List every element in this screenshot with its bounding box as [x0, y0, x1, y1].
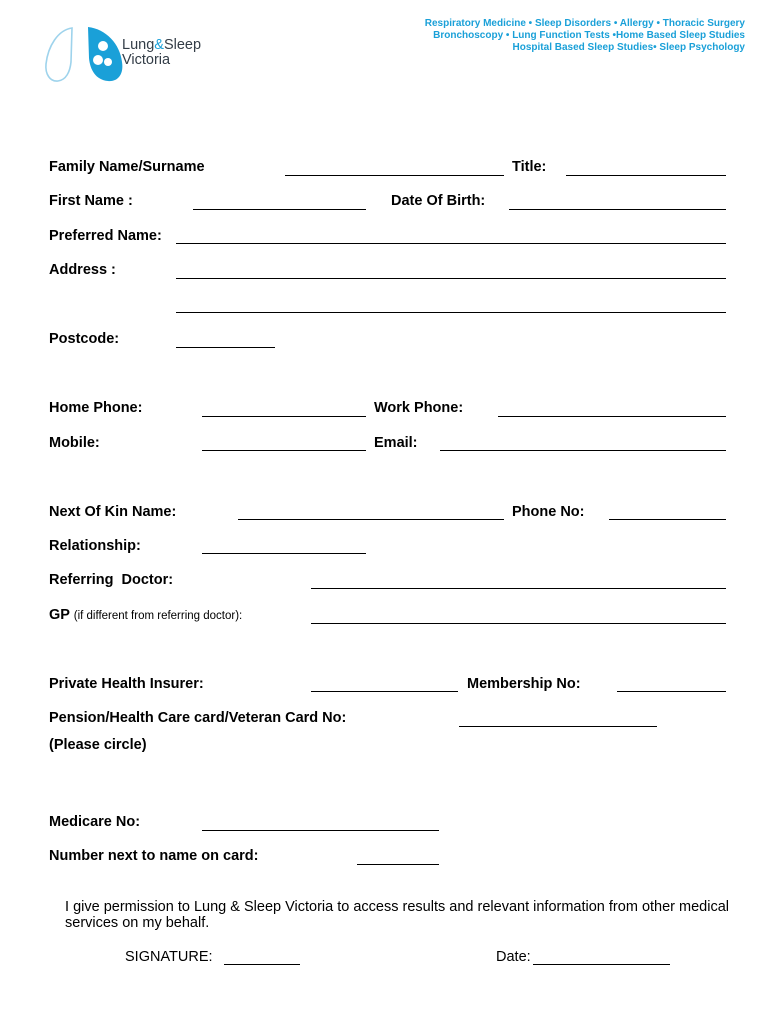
postcode-label: Postcode:	[49, 331, 120, 347]
email-field[interactable]	[440, 450, 726, 451]
please-circle-note: (Please circle)	[49, 737, 147, 753]
first-name-field[interactable]	[193, 209, 366, 210]
dob-label: Date Of Birth:	[391, 193, 486, 209]
first-name-label: First Name :	[49, 193, 133, 209]
postcode-field[interactable]	[176, 347, 275, 348]
home-phone-label: Home Phone:	[49, 400, 143, 416]
preferred-name-label: Preferred Name:	[49, 228, 162, 244]
number-next-field[interactable]	[357, 864, 439, 865]
mobile-label: Mobile:	[49, 435, 100, 451]
pension-card-field[interactable]	[459, 726, 657, 727]
relationship-field[interactable]	[202, 553, 366, 554]
consent-text: I give permission to Lung & Sleep Victoria to access results and relevant information from other medical services on my behalf.	[65, 899, 729, 931]
lungs-logo-icon	[44, 24, 124, 86]
relationship-label: Relationship:	[49, 538, 141, 554]
preferred-name-field[interactable]	[176, 243, 726, 244]
home-phone-field[interactable]	[202, 416, 366, 417]
signature-label: SIGNATURE:	[125, 949, 213, 965]
title-label: Title:	[512, 159, 547, 175]
signature-field[interactable]	[224, 964, 300, 965]
membership-no-field[interactable]	[617, 691, 726, 692]
membership-no-label: Membership No:	[467, 676, 581, 692]
family-name-label: Family Name/Surname	[49, 159, 205, 175]
services-line-1: Respiratory Medicine • Sleep Disorders • Allergy • Thoracic Surgery	[424, 18, 745, 29]
logo-text-line2: Victoria	[122, 52, 171, 68]
referring-doctor-field[interactable]	[311, 588, 726, 589]
email-label: Email:	[374, 435, 418, 451]
gp-label: GP (if different from referring doctor):	[49, 607, 243, 623]
medicare-no-label: Medicare No:	[49, 814, 141, 830]
work-phone-field[interactable]	[498, 416, 726, 417]
address-label: Address :	[49, 262, 116, 278]
work-phone-label: Work Phone:	[374, 400, 464, 416]
gp-note: (if different from referring doctor):	[73, 610, 243, 622]
referring-doctor-label: Referring Doctor:	[49, 572, 174, 588]
address-field-line2[interactable]	[176, 312, 726, 313]
services-line-3: Hospital Based Sleep Studies• Sleep Psychology	[512, 42, 745, 53]
title-field[interactable]	[566, 175, 726, 176]
phone-no-field[interactable]	[609, 519, 726, 520]
date-label: Date:	[496, 949, 531, 965]
gp-field[interactable]	[311, 623, 726, 624]
number-next-label: Number next to name on card:	[49, 848, 259, 864]
mobile-field[interactable]	[202, 450, 366, 451]
dob-field[interactable]	[509, 209, 726, 210]
medicare-no-field[interactable]	[202, 830, 439, 831]
private-insurer-label: Private Health Insurer:	[49, 676, 204, 692]
pension-card-label: Pension/Health Care card/Veteran Card No:	[49, 710, 347, 726]
phone-no-label: Phone No:	[512, 504, 585, 520]
next-of-kin-field[interactable]	[238, 519, 504, 520]
family-name-field[interactable]	[285, 175, 504, 176]
services-line-2: Bronchoscopy • Lung Function Tests •Home Based Sleep Studies	[433, 30, 745, 41]
address-field-line1[interactable]	[176, 278, 726, 279]
next-of-kin-label: Next Of Kin Name:	[49, 504, 177, 520]
logo-text-line1: Lung&Sleep	[122, 37, 202, 53]
private-insurer-field[interactable]	[311, 691, 458, 692]
date-field[interactable]	[533, 964, 670, 965]
